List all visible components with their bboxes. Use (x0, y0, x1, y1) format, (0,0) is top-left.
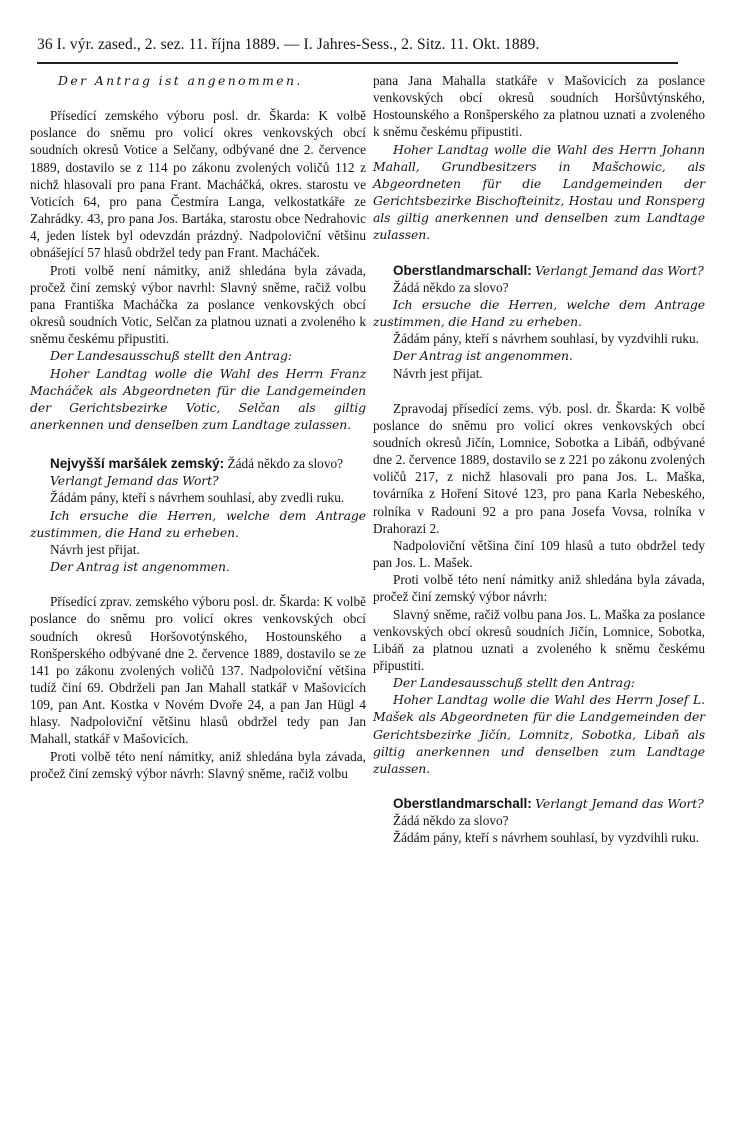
speech-text: Verlangt Jemand das Wort? (535, 262, 704, 278)
header-rule (37, 62, 678, 64)
speech-text: K volbě poslance do sněmu pro volicí okres venkovských obcí soudních okresů Votice a Selčany, odbývané dne 2. července 1889, dostavilo se z 114 po zákonu zvolených voličů 112 z nichž hlasovali pro pana Frant. Macháčká, okres. starostu ve Voticích 64, pro pana Čestmíra Langa, velkostatkáře ze Zahrádky. 43, pro pana Jos. Bartáka, starostu obce Nedrahovic 4, jeden lístek byl odevzdán prázdný. Nadpoloviční většinu obnášející 57 hlasů obdržel tedy pan Frant. Macháček. (30, 108, 366, 261)
paragraph-german: Der Antrag ist angenommen. (50, 559, 230, 575)
speech-marshal (373, 262, 705, 279)
resolution-accepted-de: Der Antrag ist angenommen. (58, 73, 303, 88)
speech-text: Verlangt Jemand das Wort? (535, 796, 704, 812)
paragraph-german: Verlangt Jemand das Wort? (50, 473, 219, 489)
speech-marshal (30, 455, 366, 472)
speech-skarda-votice (30, 107, 366, 261)
speech-text: Žádá někdo za slovo? (227, 456, 344, 472)
speech-marshal (373, 795, 705, 812)
speaker-name: Přísedící zemského výboru posl. dr. Škarda: (50, 108, 310, 124)
speech-skarda-jicin (373, 400, 705, 537)
paragraph: Slavný sněme, račiž volbu pana Jos. L. Maška za poslance venkovských obcí okresů soudních Jičín, Lomnice, Sobotka, Libáň za platnou uznati a zvoleného k sněmu českému připustiti. (373, 606, 705, 673)
speaker-name: Přísedící zprav. zemského výboru posl. dr. Škarda: (50, 594, 320, 610)
paragraph: Proti volbě této není námitky aniž shledána byla závada, pročež činí zemský výbor návrh: (373, 572, 705, 605)
paragraph-german: Hoher Landtag wolle die Wahl des Herrn Franz Macháček als Abgeordneten für die Landgemeinden der Gerichtsbezirke Votic, Selčan als giltig anerkennen und denselben zum Landtage zulassen. (30, 365, 366, 432)
paragraph: Žádám pány, kteří s návrhem souhlasí, by vyzdvihli ruku. (393, 830, 700, 846)
paragraph: Žádám pány, kteří s návrhem souhlasí, by vyzdvihli ruku. (393, 331, 700, 347)
speech-skarda-horsovotyn (30, 593, 366, 747)
paragraph-german: Der Landesausschuß stellt den Antrag: (50, 348, 292, 364)
speech-text: K volbě poslance do sněmu pro volicí okres venkovských obcí soudních okresů Jičín, Lomnice, Sobotka a Libáň, odbývané dne 2. července 1889, dostavilo se z 221 po zákonu zvolených voličů 217, z nichž hlasovali pro pana Jos. L. Maška, továrníka z Hoření Sitové 123, pro pana Karla Nebeského, rolníka v Radouni 92 a pro pana Josefa Vovsa, rolníka v Drahorazi 2. (373, 400, 706, 536)
paragraph: Návrh jest přijat. (50, 541, 140, 557)
paragraph-german: Hoher Landtag wolle die Wahl des Herrn Johann Mahall, Grundbesitzers in Mašchowic, als Abgeordneten für die Landgemeinden der Gerichtsbezirke Bischofteinitz, Hostau und Ronsperg als giltig anerkennen und denselben zum Landtage zulassen. (373, 141, 705, 243)
paragraph-german: Ich ersuche die Herren, welche dem Antrage zustimmen, die Hand zu erheben. (30, 507, 366, 540)
speech-text: K volbě poslance do sněmu pro volicí okres venkovských obcí soudních okresů Horšovotýnského, Hostounského a Ronšperského odbývané dne 2. července 1889, dostavilo se ze 141 po zákonu zvolených voličů 137. Nadpoloviční většina tudíž činí 69. Obdrželi pan Jan Mahall statkář v Mašovicích 109, pan Ant. Kostka v Novém Dvoře 24, a pan Jan Hügl 4 hlasy. Nadpoloviční většinu hlasů obdržel tedy pan Jan Mahall, statkář v Mašovicích. (30, 594, 366, 747)
paragraph-german: Der Landesausschuß stellt den Antrag: (393, 675, 635, 691)
left-column (30, 72, 366, 782)
speaker-name: Oberstlandmarschall: (393, 796, 532, 812)
paragraph-german: Hoher Landtag wolle die Wahl des Herrn Josef L. Mašek als Abgeordneten für die Landgemeinden der Gerichtsbezirke Jičín, Lomnitz, Sobotka, Libaň als giltig anerkennen und denselben zum Landtage zulassen. (373, 692, 705, 776)
paragraph: Proti volbě není námitky, aniž shledána byla závada, pročež činí zemský výbor navrhl: Slavný sněme, račiž volbu pana Františka Macháčka za poslance venkovských obcí okresů soudních Votic, Selčan za platnou uznati a zvoleného k sněmu českému připustiti. (30, 262, 366, 347)
paragraph-german: Der Antrag ist angenommen. (393, 348, 573, 364)
speaker-name: Zpravodaj přísedící zems. výb. posl. dr. Škarda: (393, 400, 657, 416)
page-header: 36 I. výr. zased., 2. sez. 11. října 1889. — I. Jahres-Sess., 2. Sitz. 11. Okt. 1889. (37, 36, 540, 53)
speaker-name: Nejvyšší maršálek zemský: (50, 456, 225, 472)
speaker-name: Oberstlandmarschall: (393, 262, 532, 278)
paragraph: Nadpoloviční většina činí 109 hlasů a tuto obdržel tedy pan Jos. L. Mašek. (373, 537, 705, 571)
right-column (373, 72, 705, 847)
paragraph: Proti volbě této není námitky, aniž shledána byla závada, pročež činí zemský výbor návrh: Slavný sněme, račiž volbu (30, 748, 366, 781)
paragraph: pana Jana Mahalla statkáře v Mašovicích za poslance venkovských obcí okresů soudních Horšůvtýnského, Hostounského a Ronšperského za platnou uznati a zvoleného k sněmu českému připustiti. (373, 73, 705, 140)
paragraph: Žádá někdo za slovo? (393, 813, 509, 829)
paragraph: Žádám pány, kteří s návrhem souhlasí, aby zvedli ruku. (50, 490, 345, 506)
paragraph: Žádá někdo za slovo? (393, 279, 509, 295)
paragraph: Návrh jest přijat. (393, 365, 483, 381)
paragraph-german: Ich ersuche die Herren, welche dem Antrage zustimmen, die Hand zu erheben. (373, 296, 705, 330)
